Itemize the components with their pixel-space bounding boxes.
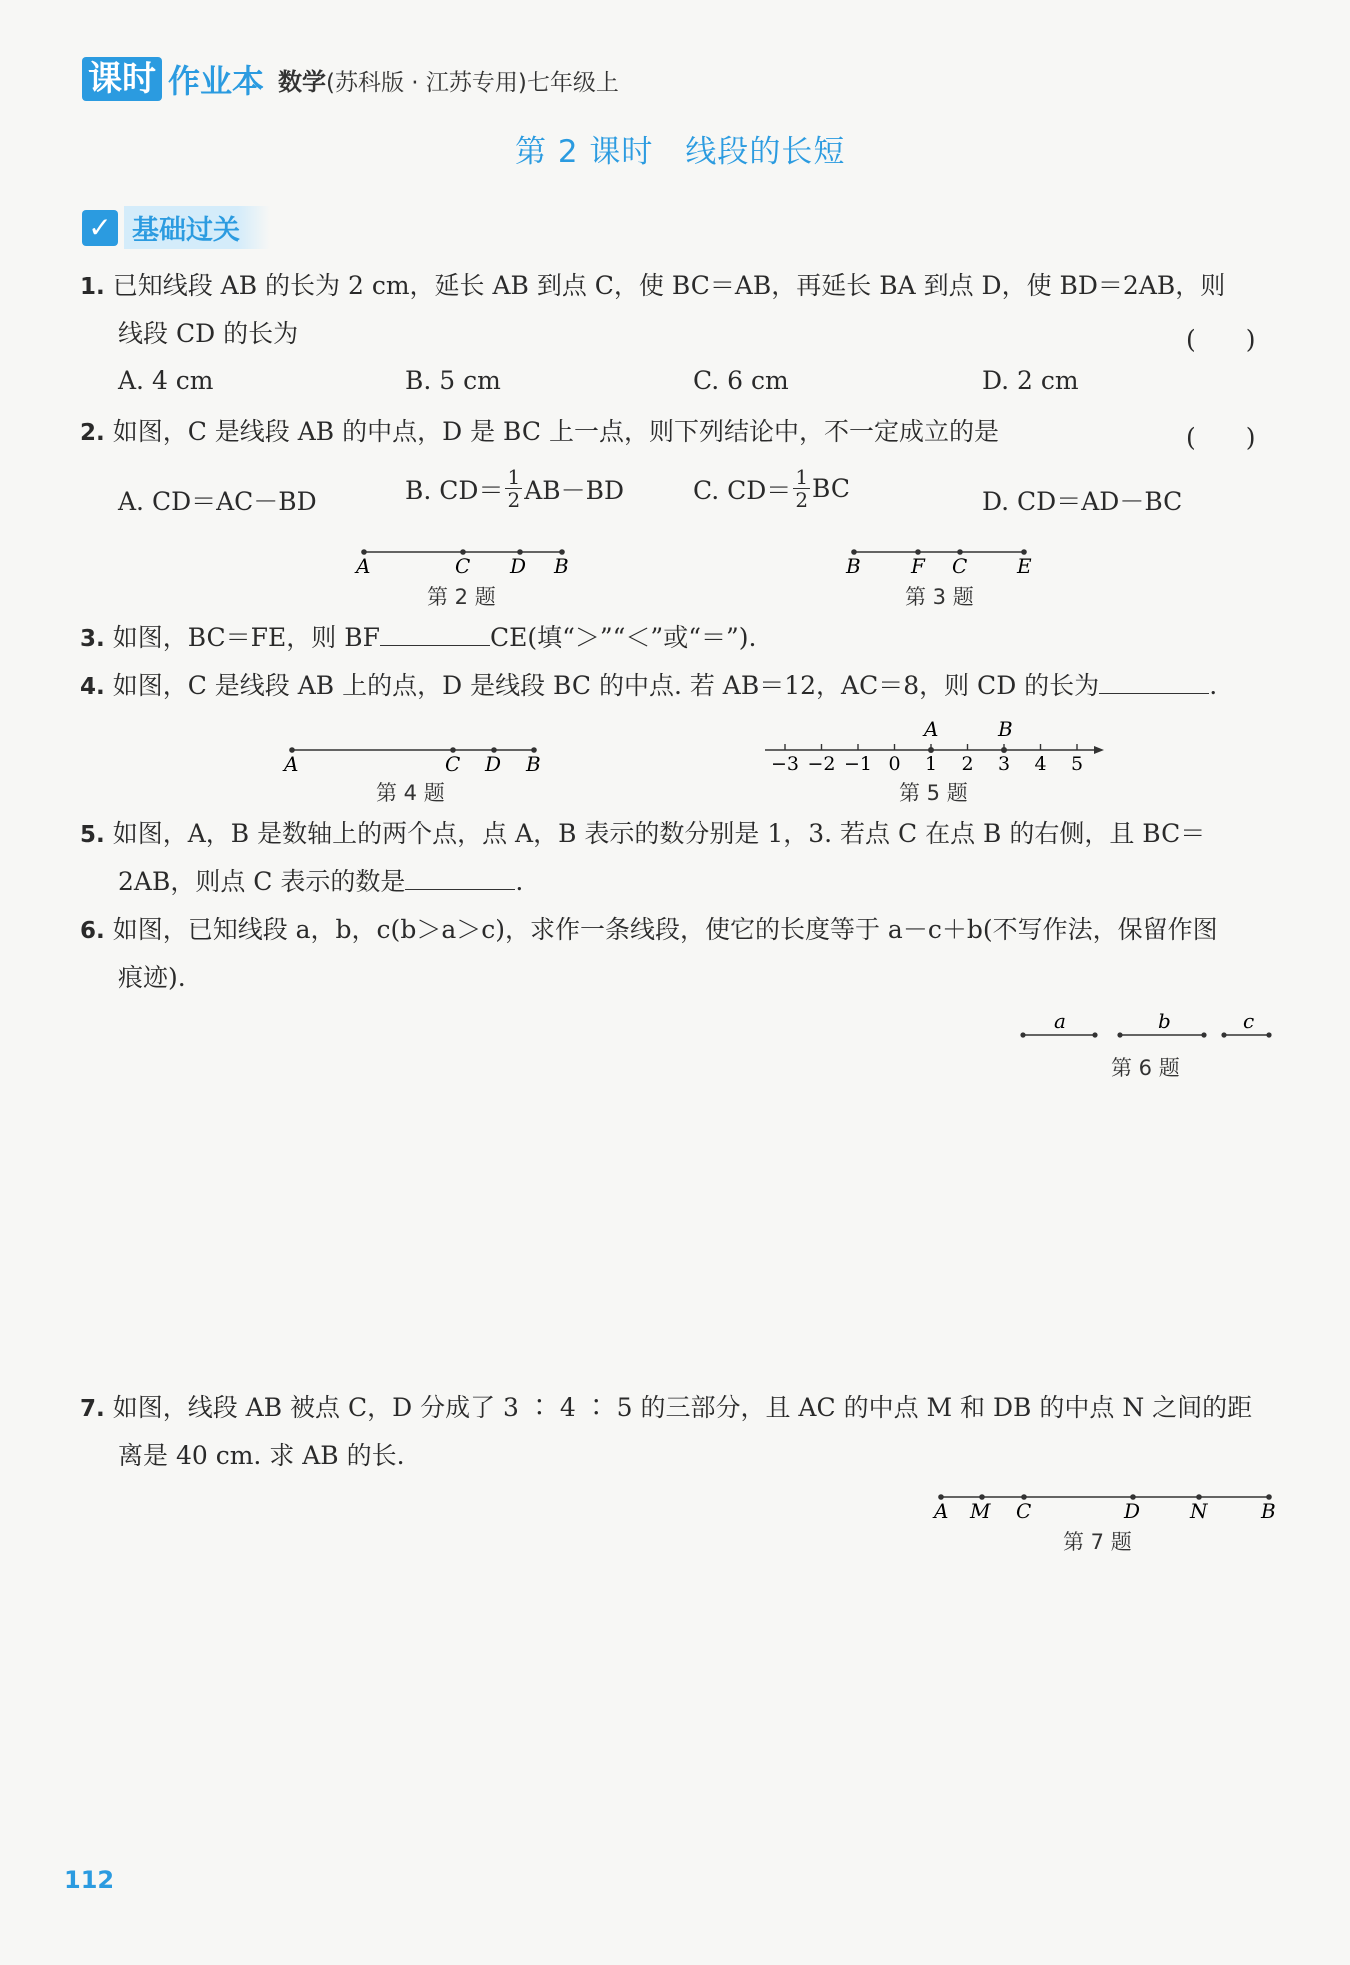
q3-line xyxy=(80,614,756,663)
fig7-label-m: M xyxy=(970,1499,991,1523)
q5-text-before-blank: 2AB，则点 C 表示的数是 xyxy=(118,867,406,896)
check-icon: ✓ xyxy=(82,210,118,246)
fig7-label-a: A xyxy=(934,1499,949,1523)
fraction-one-half xyxy=(793,466,810,511)
figure-3-caption: 第 3 题 xyxy=(905,585,974,609)
arrow-right-icon xyxy=(1094,746,1104,754)
number-line-tick-label: 1 xyxy=(924,753,938,775)
fig3-label-e: E xyxy=(1017,554,1032,578)
q1-option-c[interactable]: C. 6 cm xyxy=(693,366,789,395)
figure-2-segment xyxy=(350,540,580,580)
book-title-edition: (苏科版 · 江苏专用)七年级上 xyxy=(326,69,619,96)
fig5-label-a: A xyxy=(924,717,939,741)
fraction-numerator: 1 xyxy=(507,465,521,489)
fraction-denominator: 2 xyxy=(795,488,809,512)
fraction-one-half xyxy=(505,466,522,511)
q2-text: 如图，C 是线段 AB 的中点，D 是 BC 上一点，则下列结论中，不一定成立的是 xyxy=(112,417,999,446)
q6-line2: 痕迹). xyxy=(118,963,186,992)
figure-6-caption: 第 6 题 xyxy=(1111,1056,1180,1080)
logo: 课时 xyxy=(82,57,162,101)
figure-7-segment xyxy=(930,1485,1280,1525)
q1-line1 xyxy=(80,262,1225,311)
segment-a-label: a xyxy=(1054,1009,1066,1033)
figure-5-caption: 第 5 题 xyxy=(899,781,968,805)
fig7-label-c: C xyxy=(1016,1499,1032,1523)
q4-text: 如图，C 是线段 AB 上的点，D 是线段 BC 的中点. 若 AB＝12，AC＝8，则 CD 的长为 xyxy=(112,671,1100,700)
fig3-label-b: B xyxy=(846,554,861,578)
number-line-ticks xyxy=(771,744,1083,775)
q2-option-b-suffix: AB－BD xyxy=(524,475,625,505)
book-title xyxy=(278,62,619,97)
q2-option-b-prefix: B. CD＝ xyxy=(405,475,504,505)
fig2-label-d: D xyxy=(510,554,527,578)
q5-line1 xyxy=(80,810,1205,859)
lesson-title: 第 2 课时 线段的长短 xyxy=(515,134,846,170)
q6-number: 6. xyxy=(80,918,105,944)
section-label: 基础过关 xyxy=(124,206,270,249)
q2-answer-paren[interactable]: ( ) xyxy=(1186,423,1256,452)
fig4-label-d: D xyxy=(485,752,502,776)
number-line-tick-label: −1 xyxy=(843,753,873,775)
q7-text: 如图，线段 AB 被点 C，D 分成了 3 ∶ 4 ∶ 5 的三部分，且 AC 的中点 M 和 DB 的中点 N 之间的距 xyxy=(112,1393,1253,1422)
figure-5-number-line xyxy=(760,716,1110,776)
q1-answer-paren[interactable]: ( ) xyxy=(1186,325,1256,354)
q5-text: 如图，A，B 是数轴上的两个点，点 A，B 表示的数分别是 1，3. 若点 C 在点 B 的右侧，且 BC＝ xyxy=(112,819,1206,848)
q1-option-d[interactable]: D. 2 cm xyxy=(982,366,1079,395)
q5-line2 xyxy=(118,858,523,906)
q4-end: . xyxy=(1209,671,1218,700)
q2-option-c-prefix: C. CD＝ xyxy=(693,475,792,505)
q2-option-a[interactable]: A. CD＝AC－BD xyxy=(118,487,317,516)
q2-option-c-suffix: BC xyxy=(812,474,851,503)
q3-text-before-blank: 如图，BC＝FE，则 BF xyxy=(112,623,380,652)
q1-number: 1. xyxy=(80,274,105,300)
figure-7-caption: 第 7 题 xyxy=(1063,1530,1132,1554)
fig3-label-c: C xyxy=(952,554,968,578)
q5-number: 5. xyxy=(80,822,105,848)
figure-4-caption: 第 4 题 xyxy=(376,781,445,805)
point-a-dot xyxy=(928,747,934,753)
number-line-tick-label: 2 xyxy=(961,753,974,775)
number-line-tick-label: 0 xyxy=(888,753,901,775)
number-line-tick-label: 3 xyxy=(997,753,1011,775)
figure-4-segment xyxy=(278,738,548,778)
number-line-tick-label: 5 xyxy=(1070,753,1084,775)
q7-number: 7. xyxy=(80,1396,105,1422)
q2-option-c[interactable] xyxy=(693,466,850,511)
fig2-label-b: B xyxy=(554,554,569,578)
q5-end: . xyxy=(515,867,524,896)
fraction-numerator: 1 xyxy=(795,465,809,489)
book-title-subject: 数学 xyxy=(278,67,327,96)
q2-option-d[interactable]: D. CD＝AD－BC xyxy=(982,487,1183,516)
fig4-label-b: B xyxy=(526,752,541,776)
q1-text: 已知线段 AB 的长为 2 cm，延长 AB 到点 C，使 BC＝AB，再延长 BA 到点 D，使 BD＝2AB，则 xyxy=(112,271,1226,300)
figure-3-segment xyxy=(840,540,1040,580)
q3-number: 3. xyxy=(80,626,105,652)
q6-text: 如图，已知线段 a，b，c(b＞a＞c)，求作一条线段，使它的长度等于 a－c＋b(不写作法，保留作图 xyxy=(112,915,1218,944)
page-number: 112 xyxy=(64,1866,115,1894)
q3-text-after-blank: CE(填“＞”“＜”或“＝”). xyxy=(489,623,757,652)
q4-answer-blank[interactable] xyxy=(1099,667,1209,694)
section-tag xyxy=(82,206,270,249)
q2-number: 2. xyxy=(80,420,105,446)
number-line-tick-label: −3 xyxy=(770,753,800,775)
fig3-label-f: F xyxy=(911,554,925,578)
q7-line2: 离是 40 cm. 求 AB 的长. xyxy=(118,1441,405,1470)
segment-c-label: c xyxy=(1243,1009,1255,1033)
q7-line1 xyxy=(80,1384,1252,1433)
q6-line1 xyxy=(80,906,1218,955)
fraction-denominator: 2 xyxy=(507,488,521,512)
q4-number: 4. xyxy=(80,674,105,700)
number-line-tick-label: 4 xyxy=(1034,753,1047,775)
q2-option-b[interactable] xyxy=(405,466,624,511)
fig5-label-b: B xyxy=(998,717,1013,741)
q3-answer-blank[interactable] xyxy=(380,619,490,646)
fig7-label-n: N xyxy=(1190,1499,1208,1523)
q1-option-a[interactable]: A. 4 cm xyxy=(118,366,214,395)
logo-text: 作业本 xyxy=(168,62,265,100)
q5-answer-blank[interactable] xyxy=(405,863,515,890)
segment-b-label: b xyxy=(1158,1009,1171,1033)
fig2-label-c: C xyxy=(455,554,471,578)
q4-line xyxy=(80,662,1217,711)
fig4-label-a: A xyxy=(284,752,299,776)
q1-line2: 线段 CD 的长为 xyxy=(118,319,299,348)
figure-2-caption: 第 2 题 xyxy=(427,585,496,609)
fig2-label-a: A xyxy=(356,554,371,578)
fig7-label-b: B xyxy=(1261,1499,1276,1523)
q1-option-b[interactable]: B. 5 cm xyxy=(405,366,501,395)
header xyxy=(82,56,619,102)
number-line-tick-label: −2 xyxy=(807,753,836,775)
q2-line xyxy=(80,408,999,457)
fig4-label-c: C xyxy=(445,752,461,776)
point-b-dot xyxy=(1001,747,1007,753)
figure-6-segments xyxy=(1018,1008,1280,1048)
fig7-label-d: D xyxy=(1124,1499,1141,1523)
